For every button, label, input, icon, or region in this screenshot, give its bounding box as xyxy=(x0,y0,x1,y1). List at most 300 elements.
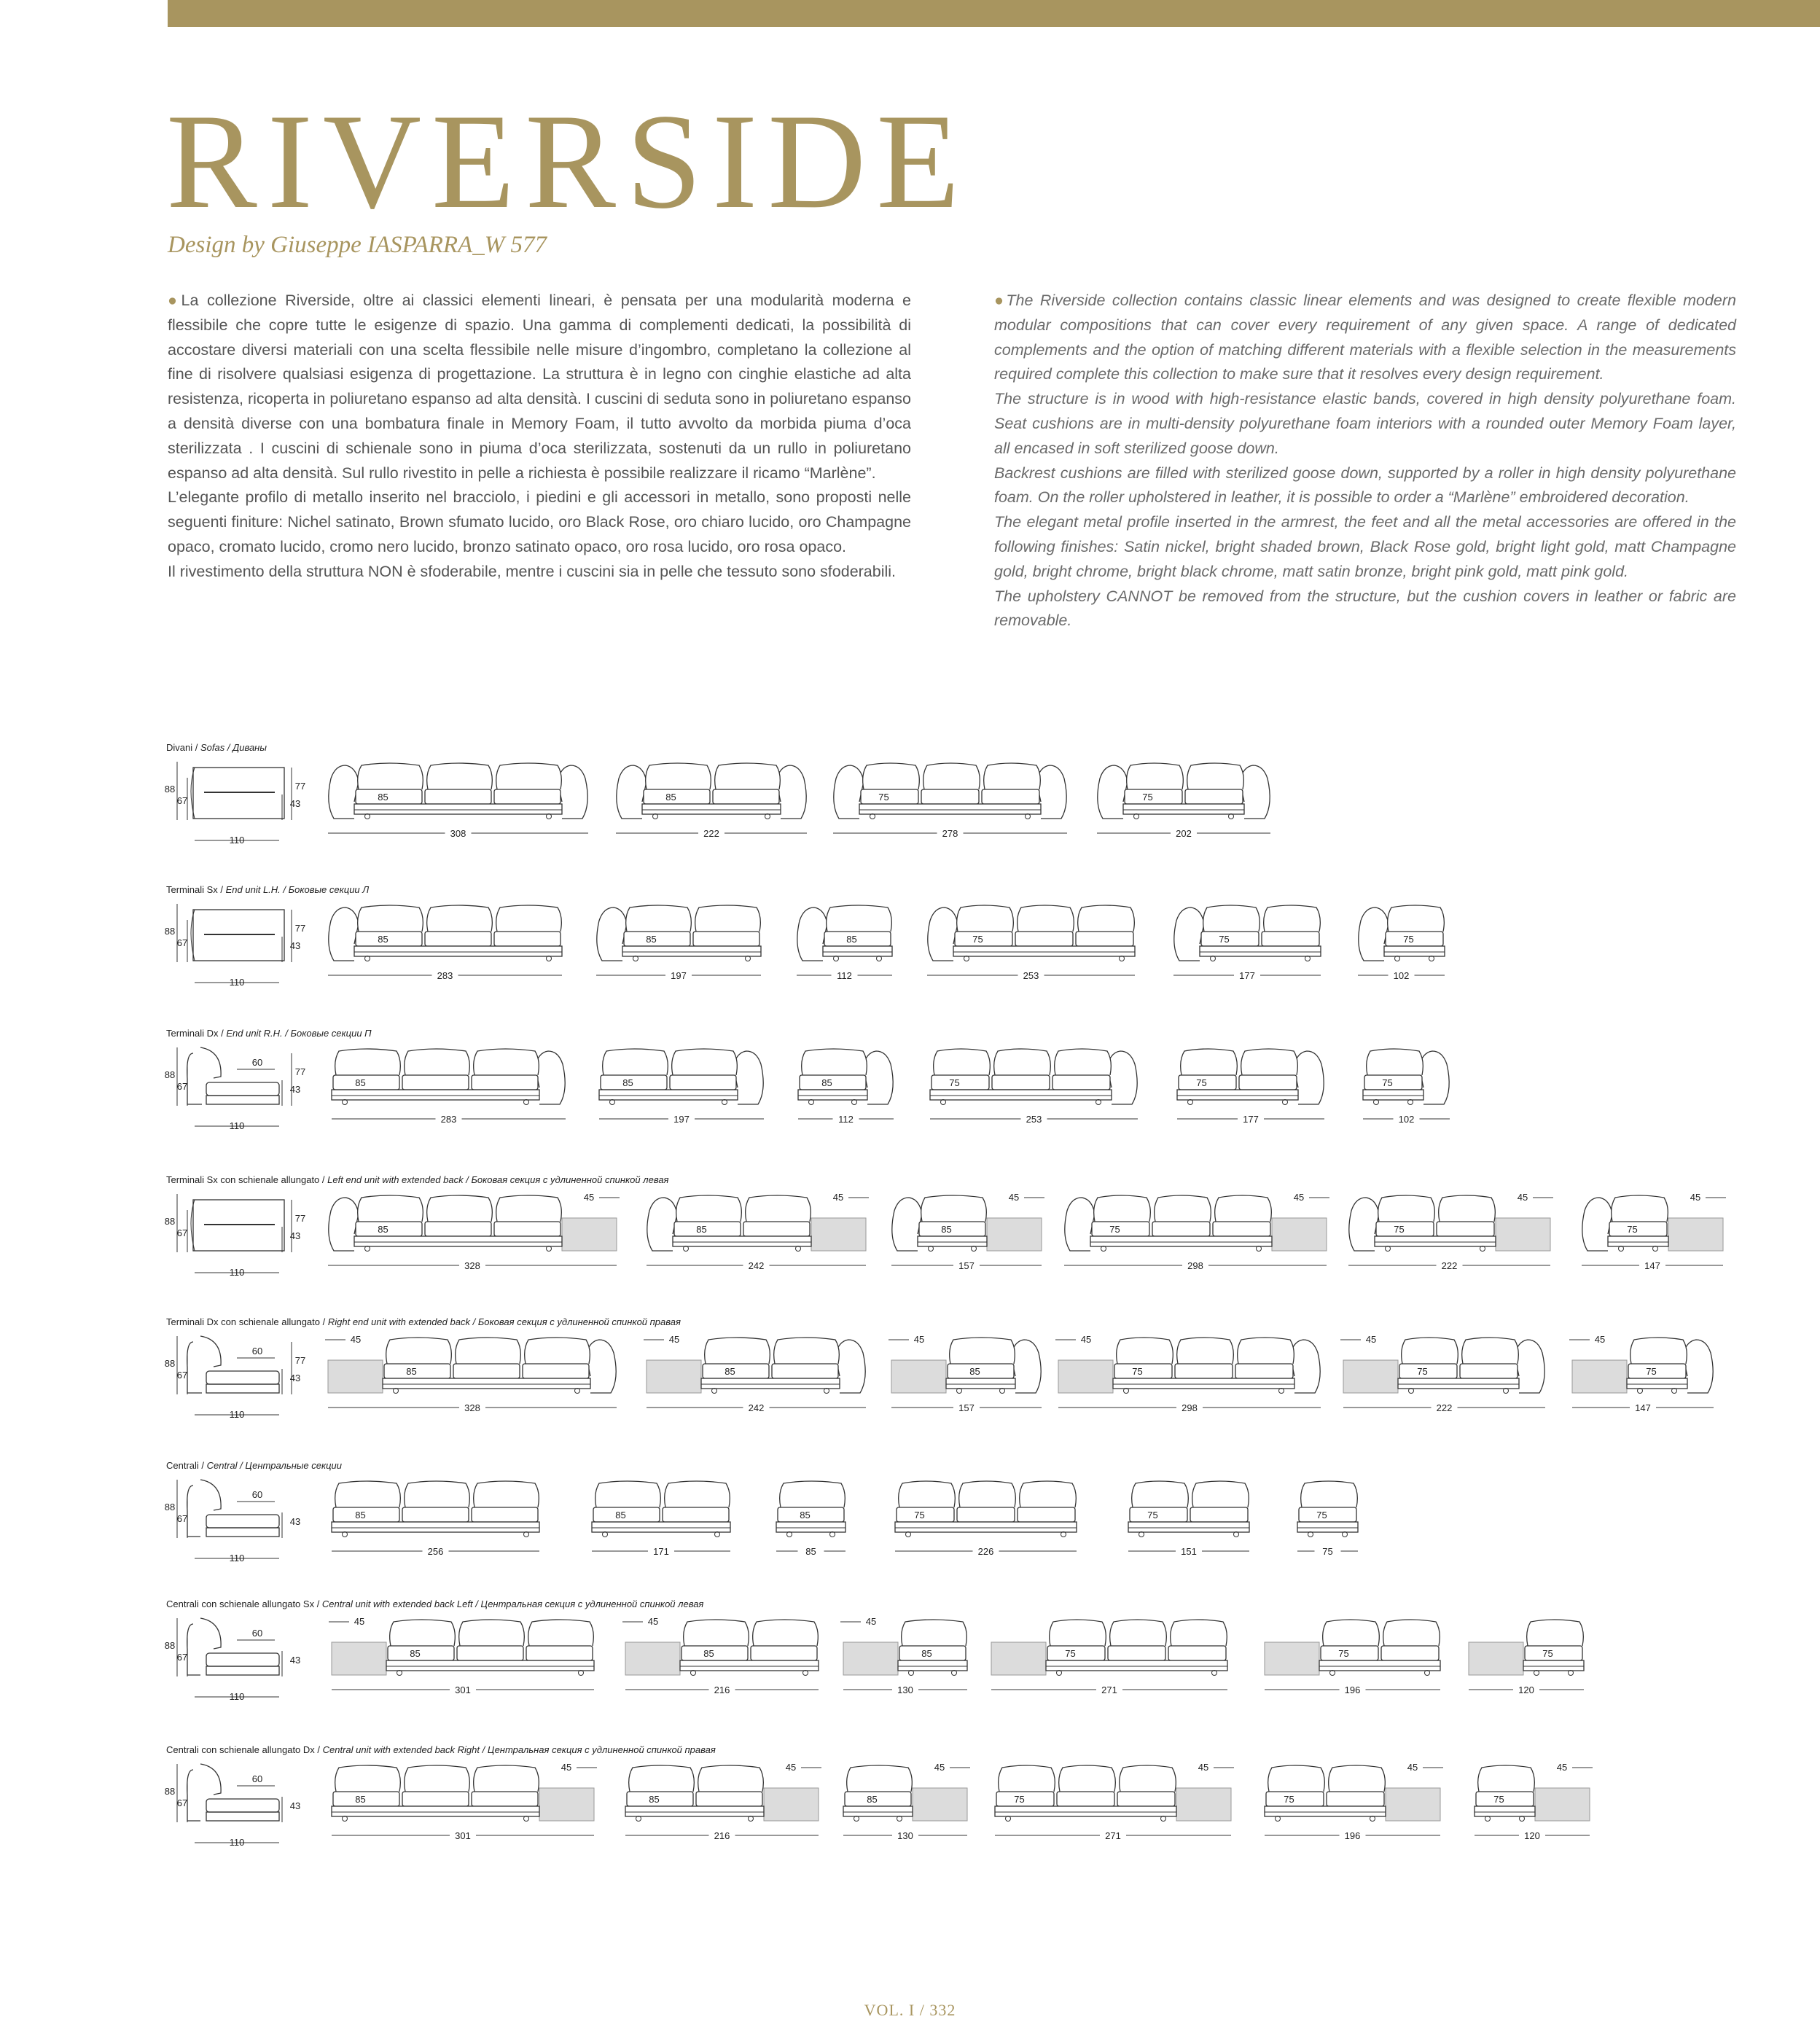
back-cushion xyxy=(1264,905,1321,932)
back-roller xyxy=(187,1624,200,1675)
extended-back-panel xyxy=(1386,1788,1440,1821)
seat-cushion-side xyxy=(206,1653,279,1666)
back-cushion xyxy=(200,1336,221,1367)
seat-base xyxy=(354,1236,562,1246)
overall-width-label: 120 xyxy=(1524,1830,1540,1841)
side-view xyxy=(165,1194,305,1278)
extension-depth-label: 45 xyxy=(1594,1334,1606,1345)
seat-width-label: 85 xyxy=(378,792,388,803)
seat-base xyxy=(953,946,1135,956)
seat-width-label: 85 xyxy=(800,1510,811,1520)
back-cushion xyxy=(1612,1195,1668,1222)
seat-cushion xyxy=(1399,1364,1457,1378)
overall-width-label: 197 xyxy=(671,970,687,981)
back-cushion xyxy=(957,905,1014,932)
seat-base xyxy=(930,1090,1112,1100)
seat-cushion xyxy=(1130,1507,1187,1522)
sofa-unit xyxy=(1064,1192,1329,1271)
label-ru: Боковые секции Л xyxy=(288,884,370,895)
back-cushion xyxy=(1462,1338,1519,1364)
section-row xyxy=(165,762,1270,846)
extension-depth-label: 45 xyxy=(561,1762,572,1773)
sofa-unit xyxy=(1265,1762,1443,1841)
back-cushion xyxy=(665,1481,730,1507)
seat-cushion xyxy=(644,789,710,804)
label-it: Terminali Dx con schienale allungato xyxy=(166,1316,321,1327)
height-arm-label: 77 xyxy=(294,781,306,792)
description-paragraph: The elegant metal profile inserted in the armrest, the feet and all the metal accessories are offered in the following finishes: Satin nickel, bright shaded brown, Black Rose gold, bright light gold, matt Champagne gold, bright chrome, bright black chrome, matt satin bronze, bright pink gold, matt pink gold. xyxy=(994,513,1736,580)
height-back-label: 67 xyxy=(176,1370,188,1381)
height-arm-label: 77 xyxy=(294,1355,306,1366)
label-separator: / xyxy=(470,1316,478,1327)
seat-cushion xyxy=(523,1364,589,1378)
seat-cushion xyxy=(402,1507,469,1522)
seat-width-label: 75 xyxy=(1196,1077,1207,1088)
seat-cushion xyxy=(494,1222,561,1236)
seat-cushion xyxy=(1117,1792,1175,1806)
sofa-unit xyxy=(776,1481,845,1557)
seat-width-label: 75 xyxy=(1627,1224,1638,1235)
height-total-label: 88 xyxy=(164,1216,176,1227)
seat-width-label: 85 xyxy=(378,1224,388,1235)
seat-cushion xyxy=(1376,1222,1434,1236)
back-cushion xyxy=(335,1481,401,1507)
height-total-label: 88 xyxy=(164,1786,176,1797)
sofa-unit xyxy=(1569,1334,1714,1413)
back-cushion xyxy=(1241,1049,1298,1075)
height-seat-label: 43 xyxy=(289,1800,301,1811)
back-cushion xyxy=(1329,1765,1386,1792)
seat-base xyxy=(622,946,761,956)
height-back-label: 67 xyxy=(176,1652,188,1663)
sofa-unit xyxy=(1265,1620,1440,1695)
back-cushion xyxy=(595,1481,661,1507)
seat-cushion xyxy=(1190,1507,1248,1522)
overall-width-label: 216 xyxy=(714,1684,730,1695)
back-cushion xyxy=(390,1620,456,1646)
back-cushion xyxy=(405,1765,470,1792)
sofa-unit xyxy=(1469,1620,1584,1695)
overall-width-label: 112 xyxy=(837,970,852,981)
seat-width-label: 75 xyxy=(1284,1794,1294,1805)
seat-cushion xyxy=(627,1792,693,1806)
label-en: Central xyxy=(206,1460,238,1471)
overall-width-label: 308 xyxy=(450,828,466,839)
sofa-unit xyxy=(622,1616,819,1695)
seat-cushion xyxy=(957,1507,1015,1522)
seat-cushion xyxy=(800,1075,866,1090)
seat-cushion xyxy=(472,1792,538,1806)
height-back-label: 67 xyxy=(176,1797,188,1808)
seat-cushion xyxy=(1266,1792,1324,1806)
seat-cushion xyxy=(955,932,1012,946)
height-total-label: 88 xyxy=(164,784,176,795)
overall-width-label: 196 xyxy=(1344,1684,1361,1695)
sofa-unit xyxy=(328,763,588,839)
back-cushion xyxy=(335,1765,401,1792)
overall-width-label: 253 xyxy=(1026,1114,1042,1125)
back-cushion xyxy=(1527,1620,1584,1646)
seat-cushion xyxy=(861,789,918,804)
seat-cushion xyxy=(425,789,491,804)
sofa-unit xyxy=(625,1762,821,1841)
seat-width-label: 75 xyxy=(1014,1794,1025,1805)
back-cushion xyxy=(950,1338,1015,1364)
back-cushion xyxy=(456,1338,521,1364)
back-cushion xyxy=(603,1049,668,1075)
label-ru: Боковые секции П xyxy=(290,1028,372,1039)
seat-cushion-side xyxy=(206,1371,279,1384)
seat-cushion xyxy=(333,1075,399,1090)
back-cushion xyxy=(1187,763,1244,789)
seat-cushion xyxy=(388,1646,454,1660)
sofa-unit xyxy=(1340,1334,1545,1413)
sofa-unit xyxy=(1128,1481,1249,1557)
overall-width-label: 75 xyxy=(1322,1546,1333,1557)
back-cushion xyxy=(1094,1195,1151,1222)
label-ru: Центральная секция с удлиненной спинкой левая xyxy=(480,1598,704,1609)
seat-base xyxy=(823,946,892,956)
back-roller xyxy=(187,1770,200,1821)
description-paragraph: Backrest cushions are filled with sterilized goose down, supported by a roller in high density polyurethane foam. On the roller upholstered in leather, it is possible to order a “Marlène” embroidered decoration. xyxy=(994,464,1736,507)
height-total-label: 88 xyxy=(164,1069,176,1080)
height-seat-label: 43 xyxy=(289,1373,301,1383)
seat-cushion xyxy=(899,1646,966,1660)
seat-base xyxy=(354,946,562,956)
back-cushion xyxy=(1020,1481,1077,1507)
seat-cushion xyxy=(1047,1646,1105,1660)
back-cushion xyxy=(1388,905,1445,932)
page-title: RIVERSIDE xyxy=(166,86,970,237)
label-separator: / xyxy=(198,1460,207,1471)
seat-width-label: 85 xyxy=(646,934,657,945)
back-cushion xyxy=(1630,1338,1687,1364)
back-cushion xyxy=(626,905,692,932)
sofa-unit xyxy=(1363,1049,1450,1125)
extended-back-panel xyxy=(1535,1788,1590,1821)
seat-base xyxy=(843,1806,913,1816)
back-cushion xyxy=(1181,1049,1238,1075)
page-footer: VOL. I / 332 xyxy=(864,2001,956,2019)
label-it: Terminali Dx xyxy=(166,1028,219,1039)
back-cushion xyxy=(496,905,562,932)
seat-base xyxy=(592,1522,730,1532)
sofa-unit xyxy=(332,1762,597,1841)
label-it: Centrali xyxy=(166,1460,199,1471)
label-en: End unit L.H. xyxy=(225,884,281,895)
height-seat-label: 43 xyxy=(289,798,301,809)
overall-width-label: 196 xyxy=(1344,1830,1361,1841)
overall-width-label: 242 xyxy=(748,1402,765,1413)
back-cushion xyxy=(1127,763,1184,789)
section-row xyxy=(165,904,1445,988)
seat-width-label: 85 xyxy=(867,1794,878,1805)
back-cushion xyxy=(358,763,423,789)
label-en: Right end unit with extended back xyxy=(327,1316,470,1327)
extension-depth-label: 45 xyxy=(350,1334,362,1345)
seat-cushion xyxy=(1321,1646,1378,1660)
back-cushion xyxy=(705,1338,770,1364)
back-cushion xyxy=(921,1195,987,1222)
back-cushion xyxy=(863,763,920,789)
seat-width-label: 75 xyxy=(1394,1224,1405,1235)
seat-cushion xyxy=(1057,1792,1114,1806)
overall-width-label: 328 xyxy=(464,1402,480,1413)
seat-cushion xyxy=(1108,1646,1165,1660)
back-cushion xyxy=(1177,1338,1234,1364)
sofa-unit xyxy=(797,905,892,981)
seat-base xyxy=(642,804,781,814)
extended-back-panel xyxy=(562,1218,617,1251)
overall-width-label: 157 xyxy=(958,1402,975,1413)
seat-base xyxy=(776,1522,845,1532)
seat-cushion xyxy=(1076,932,1133,946)
seat-base xyxy=(1523,1660,1584,1671)
seat-base-side xyxy=(206,1384,279,1393)
side-view xyxy=(165,1618,300,1702)
seat-cushion xyxy=(713,789,779,804)
seat-width-label: 75 xyxy=(1065,1648,1076,1659)
side-view xyxy=(165,1480,300,1564)
description-paragraph: The structure is in wood with high-resistance elastic bands, covered in high density polyurethane foam. Seat cushions are in multi-density polyurethane foam interiors with a rounded outer Memory Foam layer, all encased in soft sterilized goose down. xyxy=(994,390,1736,457)
seat-base xyxy=(1265,1806,1386,1816)
seat-base xyxy=(895,1522,1077,1532)
seat-cushion-side xyxy=(206,1515,279,1528)
seat-base xyxy=(332,1090,539,1100)
back-cushion xyxy=(474,1481,539,1507)
depth-label: 110 xyxy=(229,977,245,988)
overall-width-label: 222 xyxy=(1436,1402,1453,1413)
label-separator: / xyxy=(224,742,233,753)
back-cushion xyxy=(1203,905,1260,932)
height-seat-label: 43 xyxy=(289,1084,301,1095)
seat-width-label: 85 xyxy=(703,1648,714,1659)
label-separator: / xyxy=(320,1316,328,1327)
seat-base-side xyxy=(206,1096,279,1104)
label-it: Centrali con schienale allungato Sx xyxy=(166,1598,315,1609)
label-it: Divani xyxy=(166,742,193,753)
seat-base xyxy=(1128,1522,1249,1532)
seat-width-label: 75 xyxy=(1219,934,1230,945)
seat-cushion-side xyxy=(206,1799,279,1812)
seat-base xyxy=(898,1660,967,1671)
sofa-unit xyxy=(599,1049,764,1125)
back-cushion xyxy=(684,1620,749,1646)
seat-cushion xyxy=(948,1364,1014,1378)
seat-width-label: 85 xyxy=(921,1648,932,1659)
back-cushion xyxy=(1215,1195,1272,1222)
back-cushion xyxy=(1018,905,1074,932)
back-cushion xyxy=(923,763,980,789)
overall-width-label: 222 xyxy=(1441,1260,1458,1271)
back-cushion xyxy=(1268,1765,1325,1792)
seat-depth-label: 60 xyxy=(251,1057,263,1068)
seat-cushion xyxy=(453,1364,520,1378)
label-separator: / xyxy=(282,1028,291,1039)
seat-cushion xyxy=(1179,1075,1236,1090)
seat-cushion xyxy=(897,1507,954,1522)
back-cushion xyxy=(646,763,711,789)
label-en: Central unit with extended back Right xyxy=(322,1744,480,1755)
designer-subtitle: Design by Giuseppe IASPARRA_W 577 xyxy=(168,232,547,258)
label-separator: / xyxy=(314,1744,323,1755)
overall-width-label: 130 xyxy=(897,1830,913,1841)
label-it: Centrali con schienale allungato Dx xyxy=(166,1744,315,1755)
sofa-unit xyxy=(329,1616,594,1695)
sofa-unit xyxy=(930,1049,1138,1125)
sofa-unit xyxy=(843,1762,970,1841)
seat-width-label: 85 xyxy=(378,934,388,945)
seat-cushion xyxy=(356,789,422,804)
seat-base xyxy=(1046,1660,1227,1671)
overall-width-label: 85 xyxy=(805,1546,816,1557)
extended-back-panel xyxy=(647,1360,701,1393)
height-back-label: 67 xyxy=(176,1513,188,1524)
back-cushion xyxy=(1155,1195,1211,1222)
seat-cushion xyxy=(670,1075,736,1090)
seat-cushion xyxy=(472,1507,538,1522)
seat-cushion xyxy=(921,789,979,804)
extension-depth-label: 45 xyxy=(1690,1192,1701,1203)
back-cushion xyxy=(528,1620,594,1646)
extended-back-panel xyxy=(987,1218,1042,1251)
back-cushion xyxy=(698,1765,764,1792)
seat-cushion xyxy=(1460,1364,1518,1378)
back-roller xyxy=(187,1486,200,1537)
overall-width-label: 216 xyxy=(714,1830,730,1841)
label-ru: Центральные секции xyxy=(245,1460,343,1471)
back-cushion xyxy=(1050,1620,1106,1646)
label-separator: / xyxy=(237,1460,246,1471)
overall-width-label: 151 xyxy=(1181,1546,1197,1557)
label-separator: / xyxy=(217,884,226,895)
seat-base-side xyxy=(206,1812,279,1821)
label-ru: Диваны xyxy=(233,742,267,753)
label-separator: / xyxy=(319,1174,328,1185)
sofa-unit xyxy=(840,1616,967,1695)
label-separator: / xyxy=(463,1174,472,1185)
seat-cushion xyxy=(1609,1222,1667,1236)
sofa-unit xyxy=(592,1481,730,1557)
seat-cushion xyxy=(1364,1075,1422,1090)
overall-width-label: 177 xyxy=(1239,970,1255,981)
sofa-unit xyxy=(995,1762,1234,1841)
seat-cushion xyxy=(1152,1222,1210,1236)
overall-width-label: 147 xyxy=(1644,1260,1660,1271)
back-cushion xyxy=(427,1195,493,1222)
seat-width-label: 75 xyxy=(972,934,983,945)
seat-cushion xyxy=(1235,1364,1293,1378)
section-row xyxy=(165,1762,1593,1848)
back-cushion xyxy=(1059,1765,1116,1792)
back-cushion xyxy=(802,1049,867,1075)
seat-base xyxy=(1627,1378,1687,1389)
label-it: Terminali Sx xyxy=(166,884,218,895)
side-view xyxy=(165,1764,300,1848)
description-paragraph: ●The Riverside collection contains classic linear elements and was designed to create flexible modern modular compositions that can cover every requirement of any given space. A range of dedicated complements and the option of matching different materials with a flexible selection in the measurements required complete this collection to make sure that it resolves every design requirement. xyxy=(994,292,1736,383)
label-separator: / xyxy=(314,1598,322,1609)
back-cushion xyxy=(774,1338,840,1364)
overall-width-label: 283 xyxy=(437,970,453,981)
back-cushion xyxy=(746,1195,811,1222)
back-cushion xyxy=(1120,1765,1176,1792)
seat-base xyxy=(625,1806,764,1816)
seat-width-label: 85 xyxy=(696,1224,707,1235)
extended-back-panel xyxy=(1265,1642,1319,1675)
seat-cushion xyxy=(693,932,759,946)
seat-width-label: 85 xyxy=(846,934,857,945)
back-cushion xyxy=(753,1620,819,1646)
seat-base xyxy=(383,1378,590,1389)
seat-cushion xyxy=(425,932,491,946)
seat-cushion xyxy=(356,1222,422,1236)
seat-cushion xyxy=(982,789,1039,804)
bullet-dot: ● xyxy=(994,292,1007,309)
back-cushion xyxy=(629,1765,695,1792)
height-back-label: 67 xyxy=(176,1227,188,1238)
back-cushion xyxy=(358,1195,423,1222)
back-roller xyxy=(187,1342,202,1393)
seat-base xyxy=(918,1236,987,1246)
seat-width-label: 85 xyxy=(622,1077,633,1088)
seat-cushion xyxy=(593,1507,660,1522)
seat-base xyxy=(798,1090,867,1100)
height-total-label: 88 xyxy=(164,1640,176,1651)
seat-cushion xyxy=(703,1364,769,1378)
back-cushion xyxy=(1192,1481,1249,1507)
sofa-unit xyxy=(1173,905,1321,981)
sofa-unit xyxy=(833,763,1067,839)
extended-back-panel xyxy=(1343,1360,1398,1393)
label-ru: Боковая секция с удлиненной спинкой правая xyxy=(477,1316,681,1327)
overall-width-label: 112 xyxy=(838,1114,854,1125)
back-cushion xyxy=(474,1049,539,1075)
overall-width-label: 283 xyxy=(440,1114,457,1125)
extension-depth-label: 45 xyxy=(1080,1334,1092,1345)
label-separator: / xyxy=(218,1028,227,1039)
seat-cushion xyxy=(919,1222,985,1236)
back-cushion xyxy=(1238,1338,1294,1364)
seat-base xyxy=(701,1378,840,1389)
label-separator: / xyxy=(480,1744,488,1755)
seat-width-label: 75 xyxy=(1493,1794,1504,1805)
height-back-label: 67 xyxy=(176,937,188,948)
back-cushion xyxy=(1378,1195,1435,1222)
seat-cushion xyxy=(992,1075,1050,1090)
extended-back-panel xyxy=(764,1788,819,1821)
overall-width-label: 147 xyxy=(1635,1402,1651,1413)
seat-cushion xyxy=(1262,932,1319,946)
seat-cushion xyxy=(1201,932,1259,946)
seat-width-label: 85 xyxy=(941,1224,952,1235)
description-paragraph: L’elegante profilo di metallo inserito nel bracciolo, i piedini e gli accessori in metallo, sono proposti nelle seguenti finiture: Nichel satinato, Brown sfumato lucido, oro Black Rose, oro chiaro lucido, oro Champagne opaco, cromato lucido, cromo nero lucido, bronzo satinato opaco, oro rosa lucido, oro rosa opaco. xyxy=(168,488,911,555)
depth-label: 110 xyxy=(229,1691,245,1702)
back-cushion xyxy=(847,1765,913,1792)
seat-base xyxy=(599,1090,738,1100)
seat-base xyxy=(1398,1378,1519,1389)
seat-width-label: 75 xyxy=(914,1510,925,1520)
overall-width-label: 256 xyxy=(427,1546,444,1557)
seat-cushion xyxy=(772,1364,838,1378)
height-seat-label: 43 xyxy=(289,1516,301,1527)
description-paragraph: The upholstery CANNOT be removed from the structure, but the cushion covers in leather or fabric are removable. xyxy=(994,587,1736,630)
extension-depth-label: 45 xyxy=(647,1616,659,1627)
seat-cushion xyxy=(1327,1792,1384,1806)
overall-width-label: 177 xyxy=(1243,1114,1259,1125)
seat-width-label: 75 xyxy=(1646,1366,1657,1377)
side-view xyxy=(165,904,305,988)
seat-cushion xyxy=(1525,1646,1582,1660)
